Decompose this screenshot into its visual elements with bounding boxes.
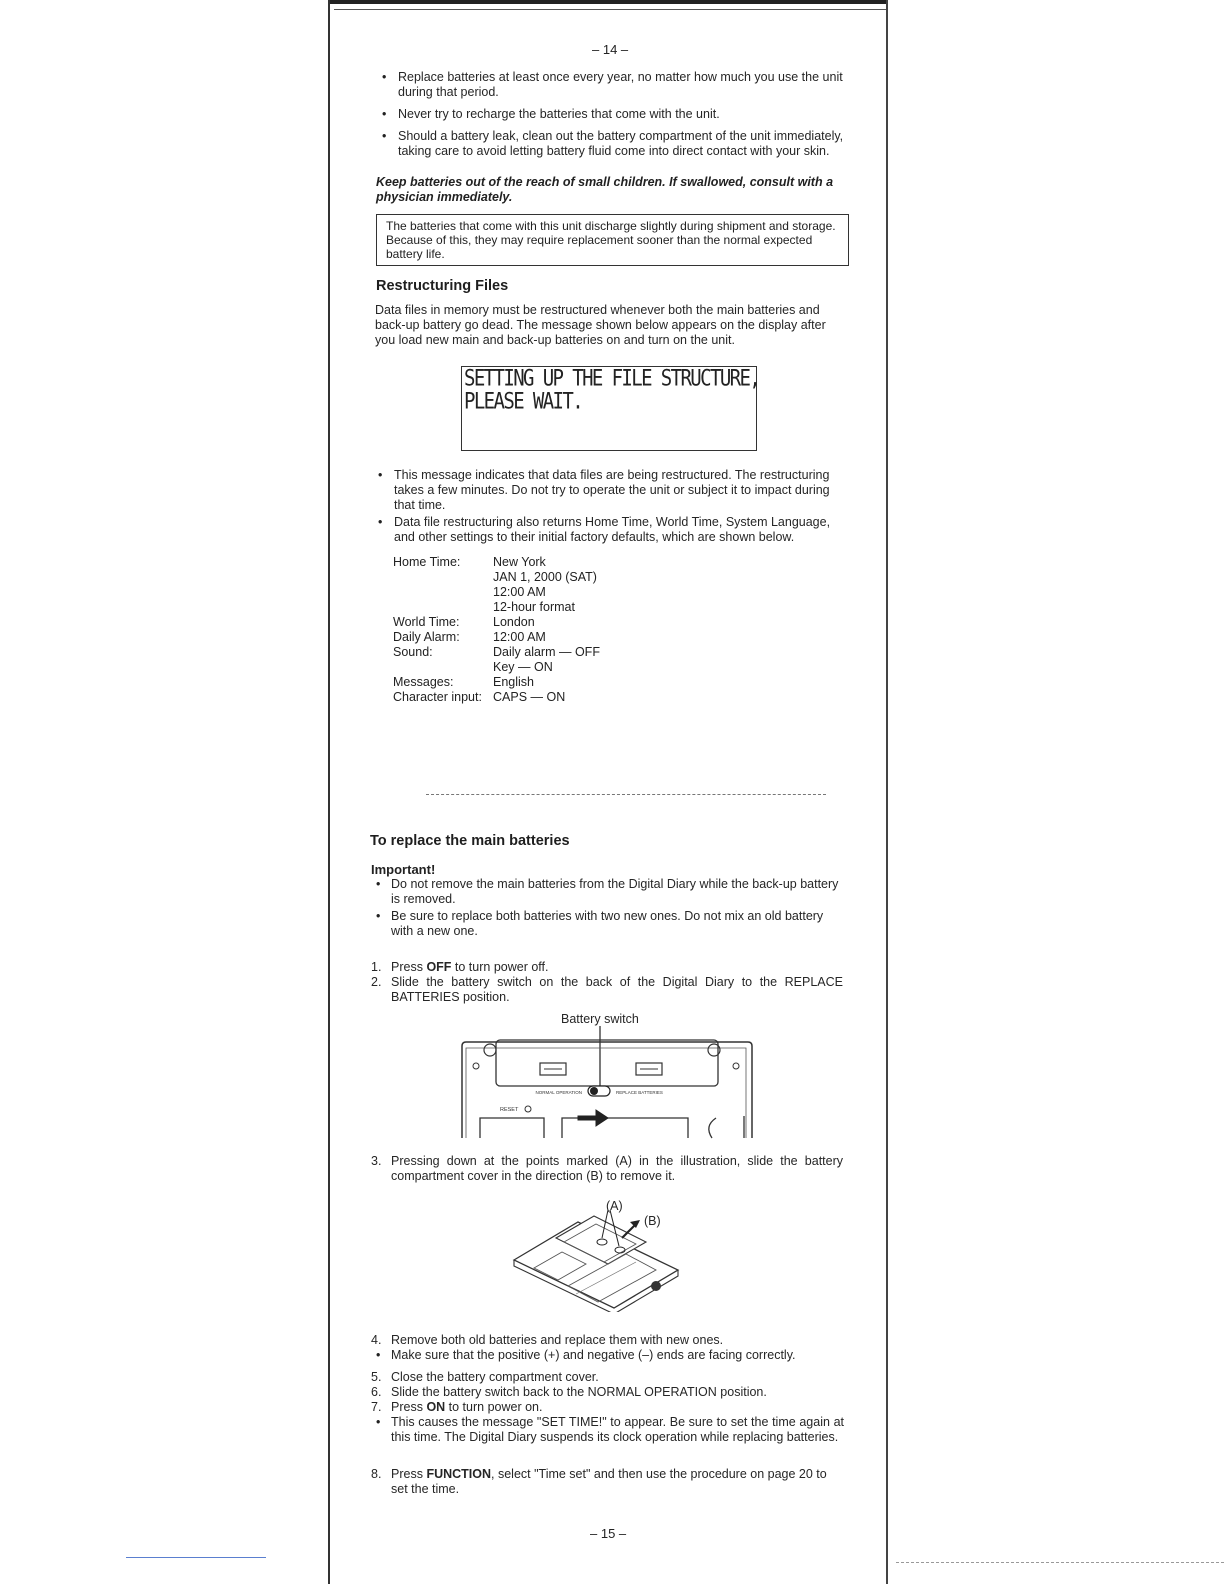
page-number-bottom: – 15 – [590, 1526, 627, 1541]
battery-note-box [376, 214, 849, 266]
step-6-text: Slide the battery switch back to the NORMAL OPERATION position. [391, 1385, 767, 1399]
normal-operation-label: NORMAL OPERATION [535, 1090, 582, 1095]
list-item: • This message indicates that data files are being restructured. The restructuring takes a few minutes. Do not try to operate the unit or subject it to impact during that time. [378, 468, 830, 512]
lcd-line-2: PLEASE WAIT. [464, 388, 583, 415]
restructuring-files-heading: Restructuring Files [376, 278, 509, 294]
off-key: OFF [426, 960, 452, 974]
step-4-bullet [376, 1348, 844, 1363]
default-value-world-time: London [493, 615, 535, 629]
figure-label-b: (B) [644, 1214, 661, 1228]
important-bullet-list [376, 877, 844, 939]
list-item: • This causes the message "SET TIME!" to appear. Be sure to set the time again at this time. The Digital Diary suspends its clock operation while replacing batteries. [376, 1415, 844, 1444]
default-label-character-input: Character input: [393, 690, 482, 704]
default-value-home-city: New York [493, 555, 546, 569]
step-6-number: 6. [371, 1385, 382, 1399]
page-fold-line [426, 794, 826, 796]
default-label-world-time: World Time: [393, 615, 460, 629]
figure-label-a: (A) [606, 1199, 623, 1213]
default-label-sound: Sound: [393, 645, 433, 659]
bottom-left-rule [126, 1557, 266, 1558]
step-7-bullet [376, 1415, 844, 1445]
step-8-number: 8. [371, 1467, 382, 1481]
bullet-list-batteries [380, 70, 850, 159]
battery-switch-illustration [456, 1026, 756, 1140]
step-1-text: Press OFF to turn power off. [391, 960, 549, 974]
default-value-sound-alarm: Daily alarm — OFF [493, 645, 600, 659]
scan-left-border [328, 0, 330, 1584]
lcd-display-text [464, 367, 759, 413]
reset-label: RESET [500, 1107, 519, 1113]
bullet-list-restructuring [376, 468, 846, 545]
restructuring-files-text: Data files in memory must be restructured whenever both the main batteries and back-up battery go dead. The message shown below appears on the display after you load new main and back-up batteries on and turn on the unit. [375, 303, 826, 347]
list-item: • Be sure to replace both batteries with two new ones. Do not mix an old battery with a new one. [376, 909, 824, 938]
figure-battery-switch-caption: Battery switch [561, 1012, 639, 1026]
replace-batteries-label: REPLACE BATTERIES [616, 1090, 663, 1095]
step-7-text: Press ON to turn power on. [391, 1400, 543, 1414]
child-safety-warning: Keep batteries out of the reach of small children. If swallowed, consult with a physician immediately. [376, 175, 834, 204]
list-item: • Do not remove the main batteries from the Digital Diary while the back-up battery is removed. [376, 877, 839, 906]
default-value-messages: English [493, 675, 534, 689]
default-value-daily-alarm: 12:00 AM [493, 630, 546, 644]
battery-note-text: The batteries that come with this unit discharge slightly during shipment and storage. Because of this, they may require replacement sooner than the normal expected battery life. [386, 219, 836, 261]
step-2-text: Slide the battery switch on the back of the Digital Diary to the REPLACE BATTERIES position. [391, 975, 843, 1004]
step-5-text: Close the battery compartment cover. [391, 1370, 599, 1384]
scan-top-border-thin [334, 9, 886, 10]
default-value-home-date: JAN 1, 2000 (SAT) [493, 570, 597, 584]
scan-top-border [330, 0, 886, 4]
step-8-text: Press FUNCTION, select "Time set" and then use the procedure on page 20 to set the time. [391, 1467, 827, 1496]
page-number-top: – 14 – [592, 42, 629, 57]
list-item: • Should a battery leak, clean out the battery compartment of the unit immediately, taking care to avoid letting battery fluid come into direct contact with your skin. [382, 129, 844, 158]
lcd-line-1: SETTING UP THE FILE STRUCTURE, [464, 365, 760, 392]
default-label-home-time: Home Time: [393, 555, 461, 569]
factory-defaults-table [393, 555, 693, 705]
default-value-home-clock: 12:00 AM [493, 585, 546, 599]
step-4-text: Remove both old batteries and replace them with new ones. [391, 1333, 724, 1347]
on-key: ON [426, 1400, 446, 1414]
step-2-number: 2. [371, 975, 382, 989]
list-item: • Replace batteries at least once every year, no matter how much you use the unit during that period. [382, 70, 843, 99]
step-4-number: 4. [371, 1333, 382, 1347]
step-3-number: 3. [371, 1154, 382, 1168]
list-item: • Data file restructuring also returns Home Time, World Time, System Language, and other settings to their initial factory defaults, which are shown below. [378, 515, 831, 544]
function-key: FUNCTION [426, 1467, 492, 1481]
step-3-text: Pressing down at the points marked (A) in the illustration, slide the battery compartment cover in the direction (B) to remove it. [391, 1154, 843, 1183]
step-7-number: 7. [371, 1400, 382, 1414]
scan-right-border [886, 0, 888, 1584]
step-5-number: 5. [371, 1370, 382, 1384]
list-item: • Make sure that the positive (+) and negative (–) ends are facing correctly. [376, 1348, 796, 1362]
bottom-right-rule [896, 1562, 1224, 1564]
default-label-messages: Messages: [393, 675, 454, 689]
default-value-character-input: CAPS — ON [493, 690, 566, 704]
replace-batteries-heading: To replace the main batteries [370, 833, 570, 849]
step-1-number: 1. [371, 960, 382, 974]
list-item: • Never try to recharge the batteries that come with the unit. [382, 107, 720, 121]
compartment-cover-illustration [506, 1208, 682, 1312]
default-value-home-format: 12-hour format [493, 600, 575, 614]
important-label: Important! [371, 862, 436, 877]
default-value-sound-key: Key — ON [493, 660, 553, 674]
default-label-daily-alarm: Daily Alarm: [393, 630, 460, 644]
